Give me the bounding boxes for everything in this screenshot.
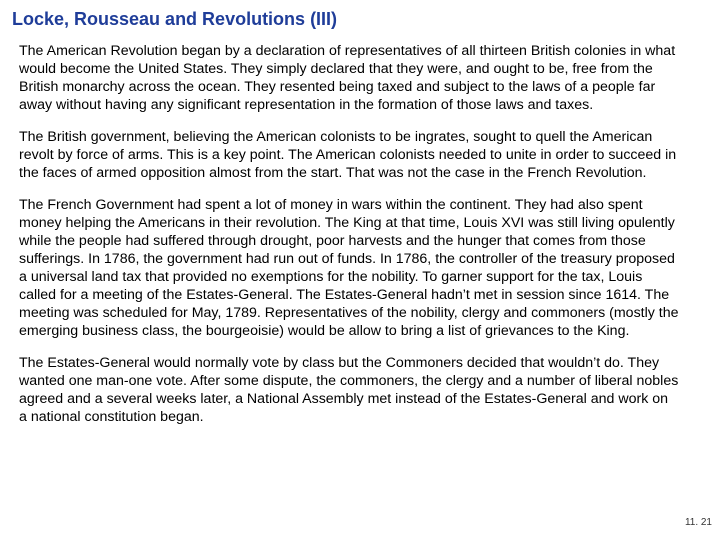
slide-body	[19, 42, 679, 440]
paragraph-french-government: The French Government had spent a lot of money in wars within the continent. They had also spent money helping the Americans in their revolution. The King at that time, Louis XVI was still living opulently while the people had suffered through drought, poor harvests and the hunger that comes from those sufferings. In 1786, the government had run out of funds. In 1786, the controller of the treasury proposed a universal land tax that provided no exemptions for the nobility. To garner support for the tax, Louis called for a meeting of the Estates-General. The Estates-General hadn’t met in session since 1614. The meeting was scheduled for May, 1789. Representatives of the nobility, clergy and commoners (mostly the emerging business class, the bourgeoisie) would be allow to bring a list of grievances to the King.	[19, 197, 679, 339]
slide-title: Locke, Rousseau and Revolutions (III)	[12, 9, 338, 29]
paragraph-british-response: The British government, believing the American colonists to be ingrates, sought to quell the American revolt by force of arms. This is a key point. The American colonists needed to unite in order to succeed in the faces of armed opposition almost from the start. That was not the case in the French Revolution.	[19, 129, 677, 181]
page-number: 11. 21	[684, 517, 712, 528]
paragraph-estates-general: The Estates-General would normally vote by class but the Commoners decided that wouldn’t do. They wanted one man-one vote. After some dispute, the commoners, the clergy and a number of liberal nobles agreed and a several weeks later, a National Assembly met instead of the Estates-General and work on a national constitution began.	[19, 355, 679, 425]
paragraph-american-revolution: The American Revolution began by a declaration of representatives of all thirteen British colonies in what would become the United States. They simply declared that they were, and ought to be, free from the British monarchy across the ocean. They resented being taxed and subject to the laws of a people far away without having any significant representation in the formation of those laws and taxes.	[19, 43, 676, 113]
